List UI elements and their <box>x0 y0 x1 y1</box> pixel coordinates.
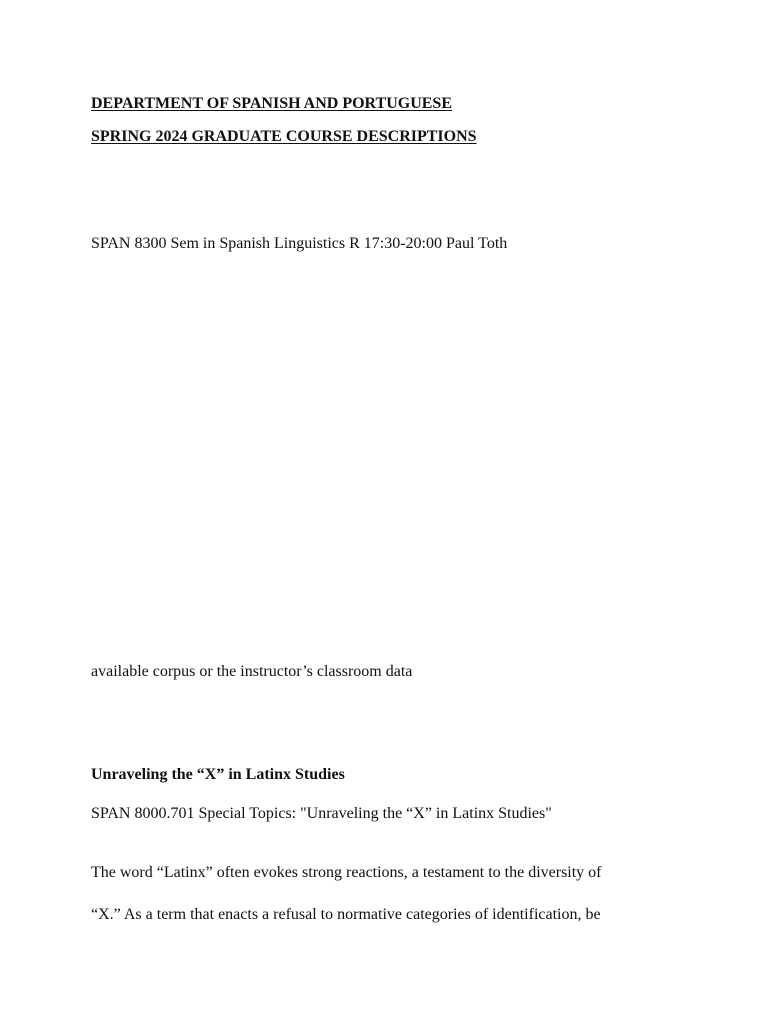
description-fragment: available corpus or the instructor’s classroom data <box>91 663 413 680</box>
course-description-line: The word “Latinx” often evokes strong reactions, a testament to the diversity of <box>91 864 602 881</box>
semester-course-descriptions-heading: SPRING 2024 GRADUATE COURSE DESCRIPTIONS <box>91 128 477 145</box>
course-description-line: “X.” As a term that enacts a refusal to normative categories of identification, be <box>91 906 601 923</box>
course-listing-span8300: SPAN 8300 Sem in Spanish Linguistics R 17:30-20:00 Paul Toth <box>91 235 508 252</box>
course-listing-span8000: SPAN 8000.701 Special Topics: "Unraveling the “X” in Latinx Studies" <box>91 805 552 822</box>
course-title-latinx: Unraveling the “X” in Latinx Studies <box>91 766 345 783</box>
department-heading: DEPARTMENT OF SPANISH AND PORTUGUESE <box>91 95 452 112</box>
